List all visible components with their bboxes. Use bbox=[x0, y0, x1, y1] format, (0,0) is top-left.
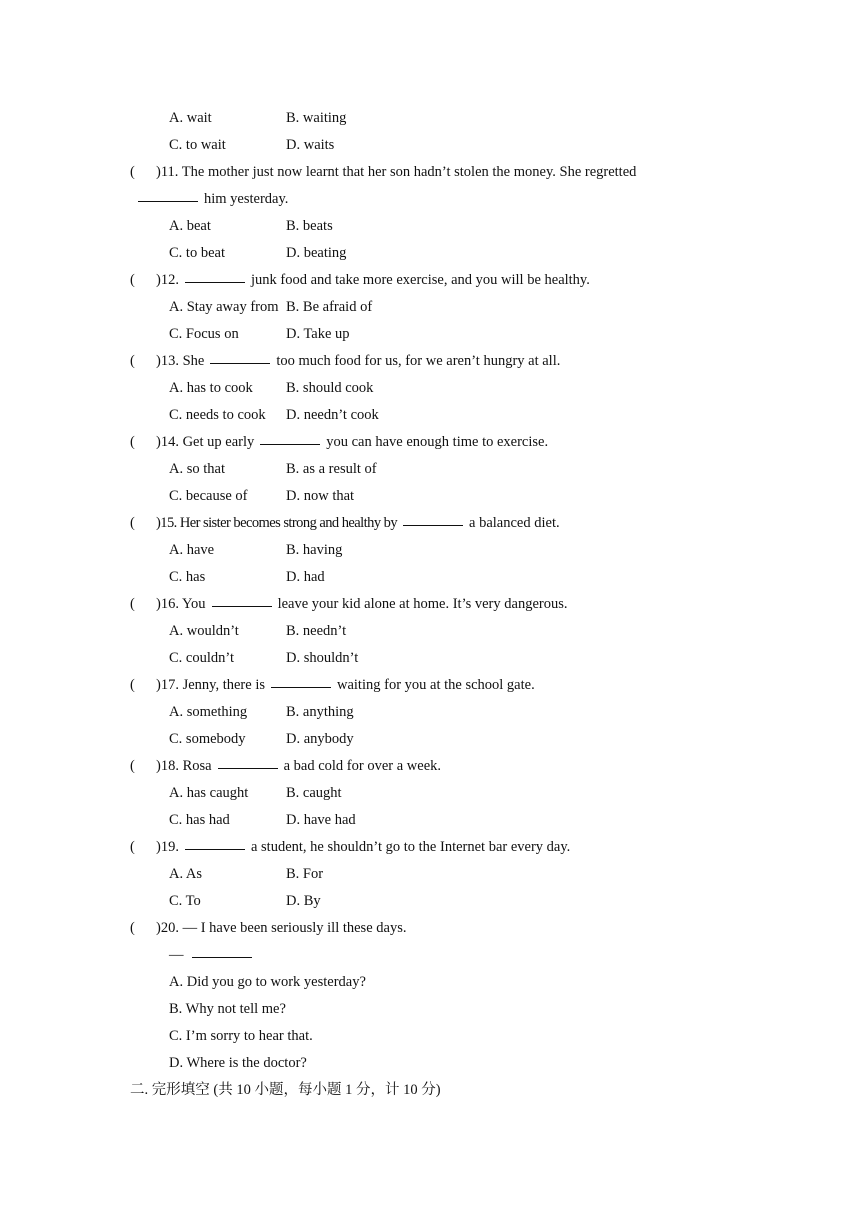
q11-option-c: C. to beat bbox=[169, 245, 225, 261]
q20-option-a: A. Did you go to work yesterday? bbox=[169, 974, 366, 990]
answer-paren: ( bbox=[130, 164, 135, 180]
q10-option-d: D. waits bbox=[286, 137, 335, 153]
answer-blank bbox=[218, 767, 278, 769]
q14-option-a: A. so that bbox=[169, 461, 225, 477]
q18-option-c: C. has had bbox=[169, 812, 230, 828]
answer-paren: ( bbox=[130, 515, 135, 531]
q13-stem: ( )13. She too much food for us, for we aren’t hungry at all. bbox=[130, 353, 561, 369]
q11-option-d: D. beating bbox=[286, 245, 347, 261]
q16-option-c: C. couldn’t bbox=[169, 650, 234, 666]
answer-blank bbox=[271, 686, 331, 688]
q20-option-d: D. Where is the doctor? bbox=[169, 1055, 307, 1071]
answer-paren: ( bbox=[130, 920, 135, 936]
q12-option-d: D. Take up bbox=[286, 326, 350, 342]
q10-option-a: A. wait bbox=[169, 110, 212, 126]
q14-option-b: B. as a result of bbox=[286, 461, 377, 477]
q13-option-d: D. needn’t cook bbox=[286, 407, 379, 423]
q17-option-b: B. anything bbox=[286, 704, 354, 720]
q11-option-a: A. beat bbox=[169, 218, 211, 234]
q17-option-d: D. anybody bbox=[286, 731, 354, 747]
q12-option-b: B. Be afraid of bbox=[286, 299, 373, 315]
q15-option-c: C. has bbox=[169, 569, 206, 585]
q18-option-a: A. has caught bbox=[169, 785, 249, 801]
q20-option-b: B. Why not tell me? bbox=[169, 1001, 286, 1017]
q16-stem: ( )16. You leave your kid alone at home. It’s very dangerous. bbox=[130, 596, 568, 612]
q18-option-d: D. have had bbox=[286, 812, 356, 828]
q15-option-b: B. having bbox=[286, 542, 343, 558]
answer-blank bbox=[138, 200, 198, 202]
q10-option-c: C. to wait bbox=[169, 137, 226, 153]
q17-option-c: C. somebody bbox=[169, 731, 246, 747]
q14-option-c: C. because of bbox=[169, 488, 248, 504]
answer-paren: ( bbox=[130, 677, 135, 693]
answer-paren: ( bbox=[130, 272, 135, 288]
q13-option-b: B. should cook bbox=[286, 380, 374, 396]
answer-blank bbox=[212, 605, 272, 607]
q18-stem: ( )18. Rosa a bad cold for over a week. bbox=[130, 758, 442, 774]
section-heading: 二. 完形填空 (共 10 小题，每小题 1 分，计 10 分) bbox=[130, 1082, 441, 1098]
q11-option-b: B. beats bbox=[286, 218, 333, 234]
q13-option-a: A. has to cook bbox=[169, 380, 253, 396]
q19-stem: ( )19. a student, he shouldn’t go to the Internet bar every day. bbox=[130, 839, 571, 855]
q12-stem: ( )12. junk food and take more exercise, and you will be healthy. bbox=[130, 272, 590, 288]
answer-blank bbox=[210, 362, 270, 364]
q12-option-c: C. Focus on bbox=[169, 326, 239, 342]
q16-option-a: A. wouldn’t bbox=[169, 623, 239, 639]
q11-stem: ( )11. The mother just now learnt that her son hadn’t stolen the money. She regretted bbox=[130, 164, 637, 180]
q18-option-b: B. caught bbox=[286, 785, 342, 801]
q20-option-c: C. I’m sorry to hear that. bbox=[169, 1028, 313, 1044]
q12-option-a: A. Stay away from bbox=[169, 299, 279, 315]
q14-option-d: D. now that bbox=[286, 488, 355, 504]
answer-blank bbox=[403, 524, 463, 526]
q20-stem: ( )20. — I have been seriously ill these days. bbox=[130, 920, 407, 936]
q15-option-a: A. have bbox=[169, 542, 215, 558]
q11-stem-cont: him yesterday. bbox=[132, 190, 288, 208]
q16-option-d: D. shouldn’t bbox=[286, 650, 359, 666]
q15-stem: ( )15. Her sister becomes strong and healthy by a balanced diet. bbox=[130, 515, 560, 531]
answer-paren: ( bbox=[130, 353, 135, 369]
q19-option-b: B. For bbox=[286, 866, 324, 882]
answer-blank bbox=[185, 281, 245, 283]
answer-paren: ( bbox=[130, 758, 135, 774]
answer-blank bbox=[185, 848, 245, 850]
q13-option-c: C. needs to cook bbox=[169, 407, 266, 423]
q19-option-a: A. As bbox=[169, 866, 203, 882]
answer-paren: ( bbox=[130, 839, 135, 855]
q14-stem: ( )14. Get up early you can have enough time to exercise. bbox=[130, 434, 549, 450]
q16-option-b: B. needn’t bbox=[286, 623, 347, 639]
answer-paren: ( bbox=[130, 596, 135, 612]
answer-paren: ( bbox=[130, 434, 135, 450]
q17-option-a: A. something bbox=[169, 704, 248, 720]
q19-option-c: C. To bbox=[169, 893, 201, 909]
q20-reply: — bbox=[169, 946, 258, 964]
q15-option-d: D. had bbox=[286, 569, 325, 585]
q10-option-b: B. waiting bbox=[286, 110, 347, 126]
answer-blank bbox=[192, 956, 252, 958]
q17-stem: ( )17. Jenny, there is waiting for you at the school gate. bbox=[130, 677, 535, 693]
q19-option-d: D. By bbox=[286, 893, 321, 909]
answer-blank bbox=[260, 443, 320, 445]
